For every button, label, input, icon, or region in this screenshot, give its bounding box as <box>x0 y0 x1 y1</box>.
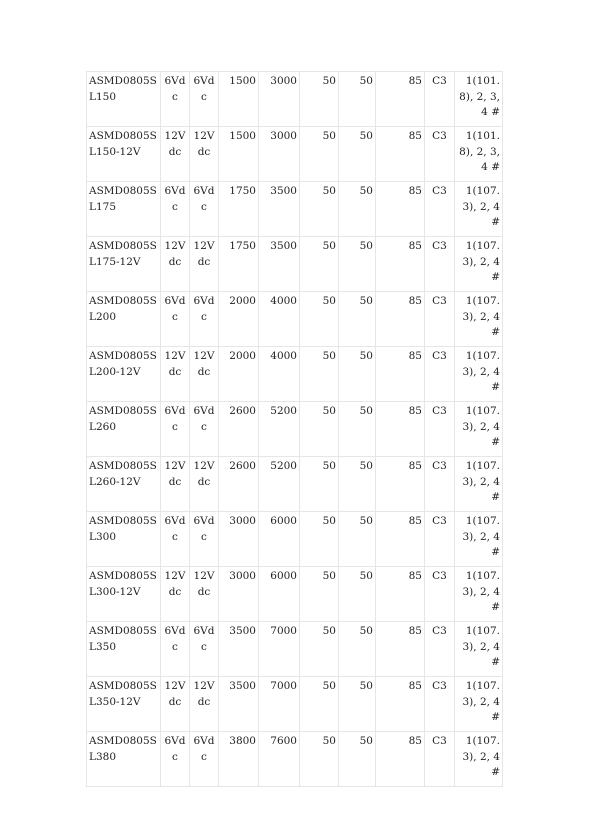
value-a-cell: 1750 <box>219 182 259 237</box>
value-d-cell: 50 <box>339 127 376 182</box>
note-cell: 1(107.3), 2, 4 # <box>455 237 503 292</box>
value-e-cell: 85 <box>376 347 425 402</box>
output-voltage-cell: 12Vdc <box>190 127 219 182</box>
model-cell: ASMD0805SL260-12V <box>87 457 161 512</box>
output-voltage-cell: 12Vdc <box>190 457 219 512</box>
value-d-cell: 50 <box>339 732 376 787</box>
value-c-cell: 50 <box>300 347 339 402</box>
value-a-cell: 2000 <box>219 292 259 347</box>
value-b-cell: 4000 <box>259 292 300 347</box>
value-c-cell: 50 <box>300 182 339 237</box>
value-e-cell: 85 <box>376 402 425 457</box>
value-b-cell: 5200 <box>259 457 300 512</box>
value-a-cell: 1500 <box>219 72 259 127</box>
model-cell: ASMD0805SL350-12V <box>87 677 161 732</box>
table-row <box>87 292 503 347</box>
value-e-cell: 85 <box>376 182 425 237</box>
value-a-cell: 3000 <box>219 567 259 622</box>
value-e-cell: 85 <box>376 567 425 622</box>
value-c-cell: 50 <box>300 292 339 347</box>
value-b-cell: 7600 <box>259 732 300 787</box>
input-voltage-cell: 6Vdc <box>161 732 190 787</box>
note-cell: 1(107.3), 2, 4 # <box>455 402 503 457</box>
value-d-cell: 50 <box>339 677 376 732</box>
code-cell: C3 <box>425 237 455 292</box>
table-row <box>87 237 503 292</box>
output-voltage-cell: 6Vdc <box>190 72 219 127</box>
note-cell: 1(107.3), 2, 4 # <box>455 457 503 512</box>
value-e-cell: 85 <box>376 622 425 677</box>
output-voltage-cell: 6Vdc <box>190 292 219 347</box>
code-cell: C3 <box>425 292 455 347</box>
value-a-cell: 2000 <box>219 347 259 402</box>
value-c-cell: 50 <box>300 457 339 512</box>
value-b-cell: 6000 <box>259 567 300 622</box>
table-row <box>87 512 503 567</box>
output-voltage-cell: 12Vdc <box>190 677 219 732</box>
note-cell: 1(107.3), 2, 4 # <box>455 567 503 622</box>
table-row <box>87 567 503 622</box>
code-cell: C3 <box>425 567 455 622</box>
value-a-cell: 3500 <box>219 622 259 677</box>
input-voltage-cell: 6Vdc <box>161 622 190 677</box>
value-c-cell: 50 <box>300 677 339 732</box>
input-voltage-cell: 12Vdc <box>161 567 190 622</box>
value-b-cell: 3500 <box>259 182 300 237</box>
code-cell: C3 <box>425 732 455 787</box>
value-b-cell: 7000 <box>259 677 300 732</box>
output-voltage-cell: 6Vdc <box>190 402 219 457</box>
table-row <box>87 127 503 182</box>
value-c-cell: 50 <box>300 732 339 787</box>
output-voltage-cell: 6Vdc <box>190 182 219 237</box>
value-c-cell: 50 <box>300 402 339 457</box>
model-cell: ASMD0805SL350 <box>87 622 161 677</box>
input-voltage-cell: 6Vdc <box>161 72 190 127</box>
value-d-cell: 50 <box>339 457 376 512</box>
code-cell: C3 <box>425 677 455 732</box>
value-c-cell: 50 <box>300 512 339 567</box>
value-b-cell: 7000 <box>259 622 300 677</box>
output-voltage-cell: 6Vdc <box>190 732 219 787</box>
model-cell: ASMD0805SL260 <box>87 402 161 457</box>
value-c-cell: 50 <box>300 567 339 622</box>
note-cell: 1(107.3), 2, 4 # <box>455 512 503 567</box>
value-c-cell: 50 <box>300 237 339 292</box>
value-d-cell: 50 <box>339 512 376 567</box>
code-cell: C3 <box>425 622 455 677</box>
output-voltage-cell: 12Vdc <box>190 347 219 402</box>
value-e-cell: 85 <box>376 237 425 292</box>
code-cell: C3 <box>425 347 455 402</box>
value-d-cell: 50 <box>339 402 376 457</box>
table-row <box>87 402 503 457</box>
value-c-cell: 50 <box>300 127 339 182</box>
input-voltage-cell: 12Vdc <box>161 457 190 512</box>
input-voltage-cell: 6Vdc <box>161 292 190 347</box>
output-voltage-cell: 12Vdc <box>190 567 219 622</box>
input-voltage-cell: 12Vdc <box>161 347 190 402</box>
model-cell: ASMD0805SL175 <box>87 182 161 237</box>
value-a-cell: 2600 <box>219 457 259 512</box>
input-voltage-cell: 12Vdc <box>161 677 190 732</box>
code-cell: C3 <box>425 457 455 512</box>
value-b-cell: 3500 <box>259 237 300 292</box>
value-d-cell: 50 <box>339 182 376 237</box>
input-voltage-cell: 6Vdc <box>161 182 190 237</box>
value-d-cell: 50 <box>339 72 376 127</box>
code-cell: C3 <box>425 512 455 567</box>
value-c-cell: 50 <box>300 622 339 677</box>
value-a-cell: 2600 <box>219 402 259 457</box>
table-row <box>87 182 503 237</box>
output-voltage-cell: 12Vdc <box>190 237 219 292</box>
value-d-cell: 50 <box>339 347 376 402</box>
value-b-cell: 6000 <box>259 512 300 567</box>
spec-table <box>86 71 503 787</box>
table-row <box>87 457 503 512</box>
value-d-cell: 50 <box>339 237 376 292</box>
value-e-cell: 85 <box>376 72 425 127</box>
note-cell: 1(107.3), 2, 4 # <box>455 182 503 237</box>
code-cell: C3 <box>425 72 455 127</box>
code-cell: C3 <box>425 402 455 457</box>
value-e-cell: 85 <box>376 732 425 787</box>
value-d-cell: 50 <box>339 622 376 677</box>
value-b-cell: 3000 <box>259 72 300 127</box>
value-a-cell: 3500 <box>219 677 259 732</box>
output-voltage-cell: 6Vdc <box>190 622 219 677</box>
value-e-cell: 85 <box>376 292 425 347</box>
value-b-cell: 3000 <box>259 127 300 182</box>
value-a-cell: 1750 <box>219 237 259 292</box>
model-cell: ASMD0805SL150 <box>87 72 161 127</box>
value-d-cell: 50 <box>339 567 376 622</box>
table-row <box>87 732 503 787</box>
note-cell: 1(107.3), 2, 4 # <box>455 732 503 787</box>
model-cell: ASMD0805SL150-12V <box>87 127 161 182</box>
model-cell: ASMD0805SL200-12V <box>87 347 161 402</box>
value-a-cell: 1500 <box>219 127 259 182</box>
table-row <box>87 622 503 677</box>
note-cell: 1(101.8), 2, 3, 4 # <box>455 127 503 182</box>
value-c-cell: 50 <box>300 72 339 127</box>
model-cell: ASMD0805SL300 <box>87 512 161 567</box>
note-cell: 1(101.8), 2, 3, 4 # <box>455 72 503 127</box>
input-voltage-cell: 12Vdc <box>161 127 190 182</box>
value-e-cell: 85 <box>376 127 425 182</box>
value-e-cell: 85 <box>376 512 425 567</box>
spec-table-body <box>87 72 503 787</box>
input-voltage-cell: 6Vdc <box>161 512 190 567</box>
code-cell: C3 <box>425 127 455 182</box>
model-cell: ASMD0805SL380 <box>87 732 161 787</box>
table-row <box>87 72 503 127</box>
table-row <box>87 347 503 402</box>
input-voltage-cell: 12Vdc <box>161 237 190 292</box>
output-voltage-cell: 6Vdc <box>190 512 219 567</box>
value-a-cell: 3800 <box>219 732 259 787</box>
value-e-cell: 85 <box>376 457 425 512</box>
value-e-cell: 85 <box>376 677 425 732</box>
note-cell: 1(107.3), 2, 4 # <box>455 677 503 732</box>
input-voltage-cell: 6Vdc <box>161 402 190 457</box>
note-cell: 1(107.3), 2, 4 # <box>455 347 503 402</box>
note-cell: 1(107.3), 2, 4 # <box>455 622 503 677</box>
value-a-cell: 3000 <box>219 512 259 567</box>
code-cell: C3 <box>425 182 455 237</box>
value-b-cell: 5200 <box>259 402 300 457</box>
value-b-cell: 4000 <box>259 347 300 402</box>
model-cell: ASMD0805SL200 <box>87 292 161 347</box>
model-cell: ASMD0805SL175-12V <box>87 237 161 292</box>
note-cell: 1(107.3), 2, 4 # <box>455 292 503 347</box>
value-d-cell: 50 <box>339 292 376 347</box>
model-cell: ASMD0805SL300-12V <box>87 567 161 622</box>
table-row <box>87 677 503 732</box>
